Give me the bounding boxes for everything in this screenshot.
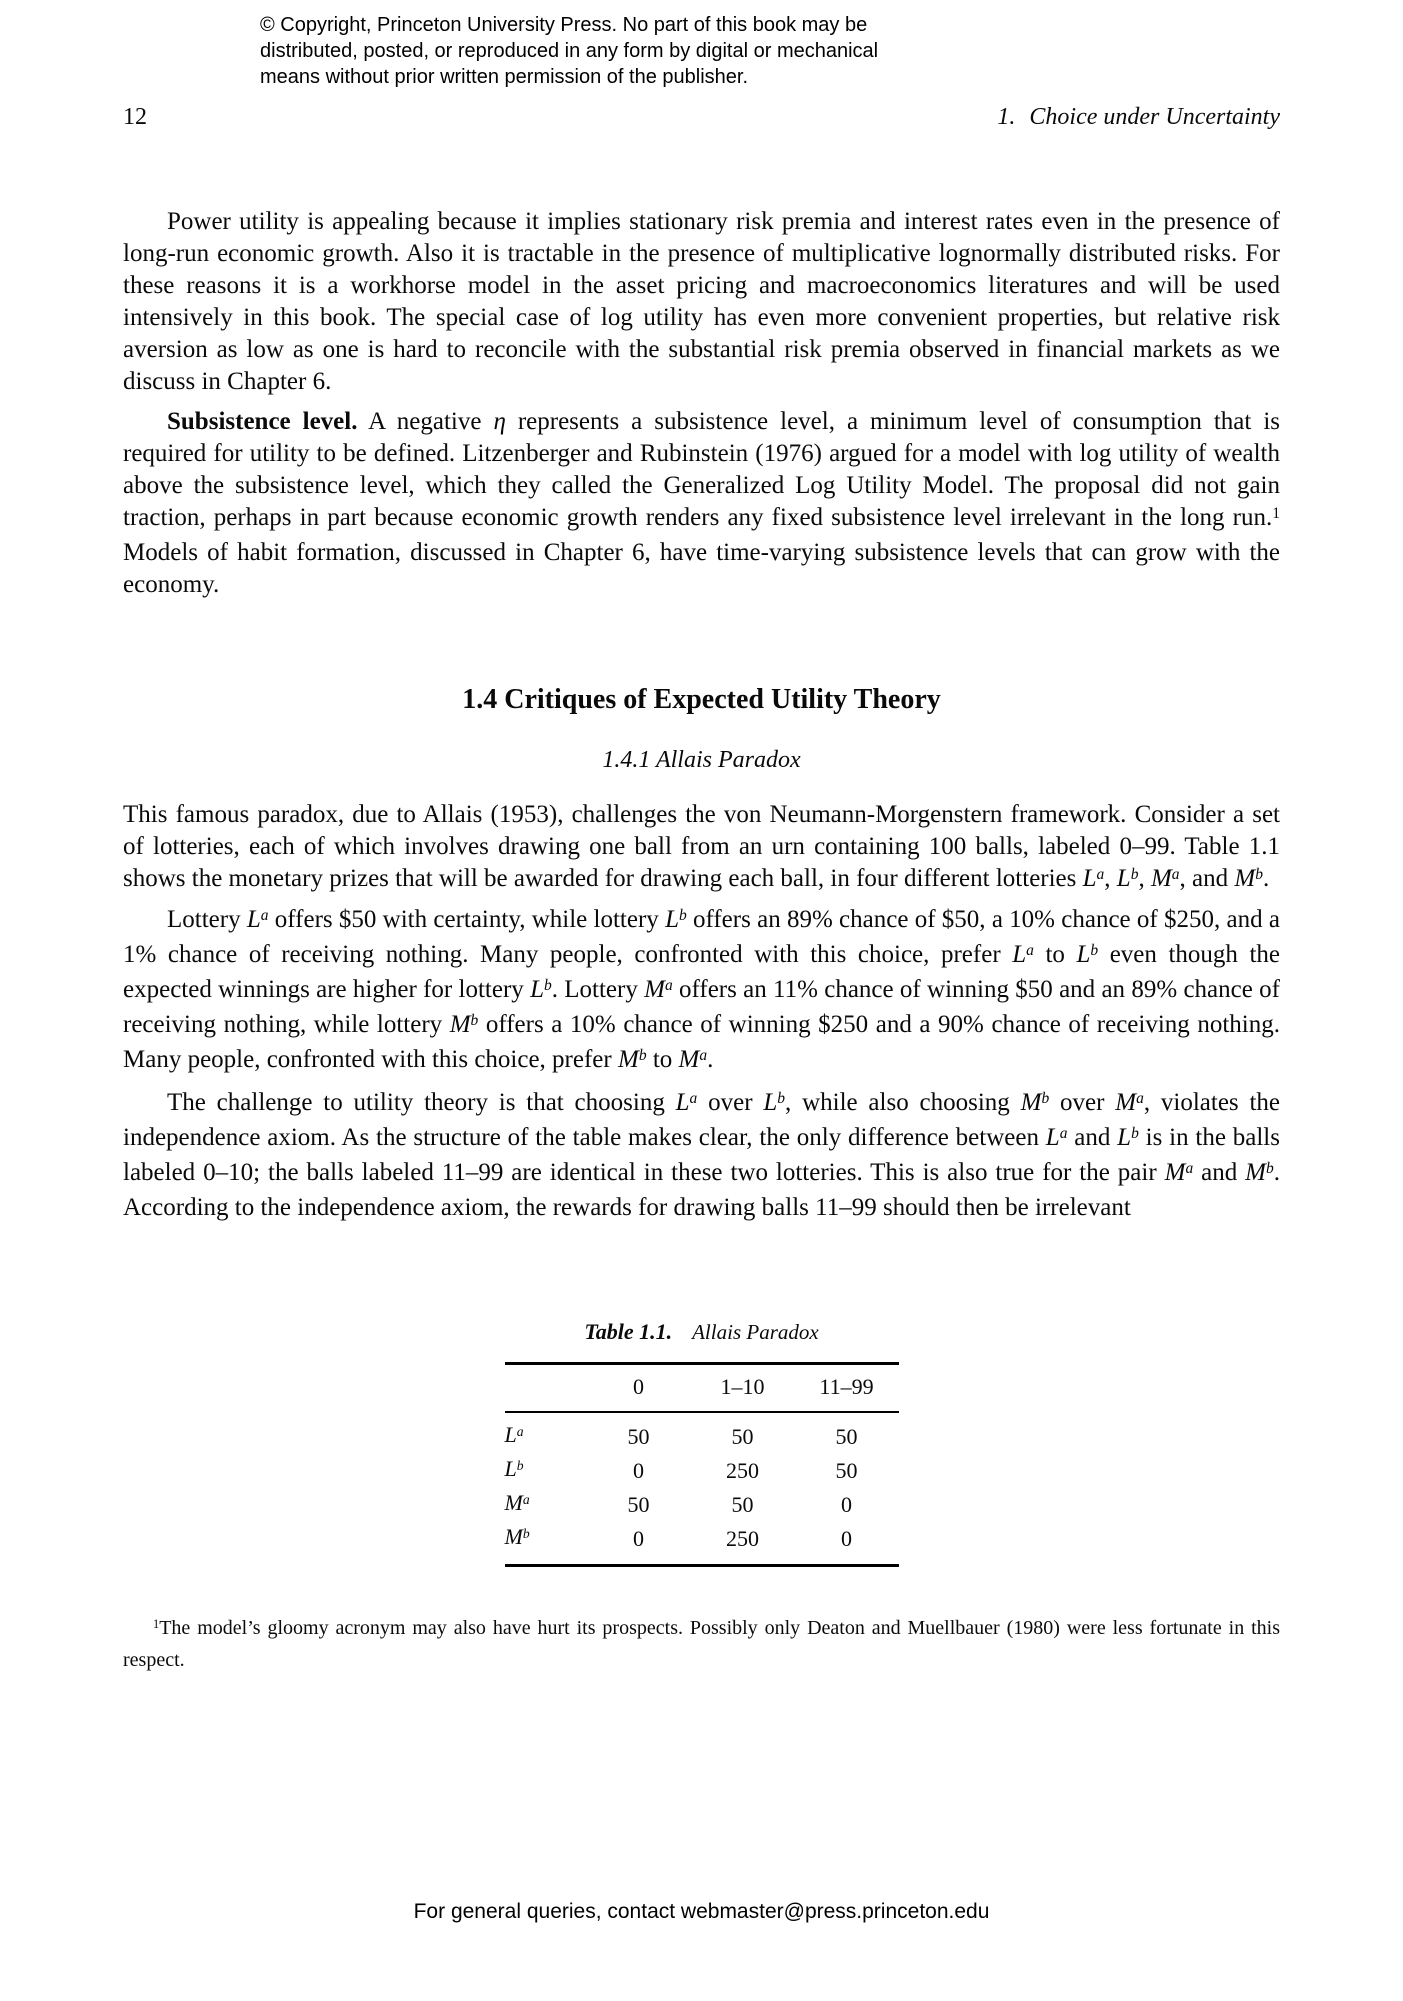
text-segment: M [644,976,665,1003]
running-title-chapter-number: 1. [997,104,1016,130]
table-header-row [505,1364,899,1413]
text-segment: L [763,1089,778,1116]
text-segment: b [1130,866,1139,884]
paragraph-lottery-description [123,904,1280,1079]
table-caption [123,1318,1280,1346]
text-segment: . Lottery [551,976,645,1003]
text-segment: Models of habit formation, discussed in Chapter 6, have time-varying subsistence levels that can grow with the economy. [123,539,1280,598]
table-column-header: 0 [633,1374,644,1399]
text-segment: over [1049,1089,1116,1116]
paragraph-subsistence-level [123,406,1280,601]
prize-value: 0 [633,1525,644,1551]
running-title-text: Choice under Uncertainty [1029,104,1280,130]
text-segment: a [689,1090,698,1108]
text-segment: M [449,1011,471,1038]
lottery-label [505,1454,587,1488]
text-segment: a [1171,866,1180,884]
text-segment: Power utility is appealing because it implies stationary risk premia and interest rates even in the presence of long-run economic growth. Also it is tractable in the presence of multiplicative lognormally distributed risks. For these reasons it is a workhorse model in the asset pricing and macroeconomics literatures and will be used intensively in this book. The special case of log utility has even more convenient properties, but relative risk aversion as low as one is hard to reconcile with the substantial risk premia observed in financial markets as we discuss in Chapter 6. [123,208,1280,395]
text-segment: a [1136,1090,1144,1108]
paragraph-allais-intro [123,799,1280,898]
text-segment: to [1033,941,1077,968]
text-segment: M [678,1046,700,1073]
text-segment: b [678,907,687,925]
table-body [505,1412,899,1566]
table-caption-label: Table 1.1. [584,1319,673,1344]
text-segment: M [617,1046,639,1073]
text-segment: , and [1179,865,1235,892]
table-corner-cell [505,1364,587,1413]
text-segment: , [1138,865,1151,892]
text-segment: b [638,1047,647,1065]
text-segment: and [1193,1159,1246,1186]
text-segment: η [493,408,506,435]
text-segment: . According to the independence axiom, the rewards for drawing balls 11–99 should then be irrelevant [123,1159,1280,1221]
lottery-superscript: a [522,1491,530,1507]
footnote [123,1613,1280,1675]
run-in-heading: Subsistence level. [167,408,358,435]
text-segment: L [1076,941,1091,968]
prize-value: 50 [835,1457,858,1483]
text-segment: L [1082,865,1097,892]
text-segment: M [1245,1159,1266,1186]
text-segment: a [1026,942,1034,960]
text-segment: L [675,1089,690,1116]
paragraph-independence-axiom [123,1087,1280,1224]
prize-value: 250 [726,1457,759,1483]
text-segment: is in the balls labeled 0–10; the balls labeled 11–99 are identical in these two lotteries. This is also true for the pair [123,1124,1280,1186]
text-segment: 1 [1272,505,1280,523]
text-segment: L [1045,1124,1060,1151]
lottery-label [505,1412,587,1454]
text-segment: b [543,977,552,995]
section-heading: 1.4 Critiques of Expected Utility Theory [462,684,941,715]
text-segment: offers a 10% chance of winning $250 and a 90% chance of receiving nothing. Many people, confronted with this choice, prefer [123,1011,1280,1073]
text-segment: to [646,1046,679,1073]
lottery-superscript: b [522,1525,530,1541]
table-row [505,1412,899,1454]
contact-line: For general queries, contact webmaster@press.princeton.edu [413,1900,990,1923]
text-segment: L [530,976,544,1003]
text-segment: b [1266,1160,1274,1178]
text-segment: a [664,977,673,995]
text-segment: L [1012,941,1027,968]
lottery-label [505,1488,587,1522]
table-row [505,1488,899,1522]
text-segment: M [1150,865,1172,892]
text-segment: b [1041,1090,1050,1108]
text-segment: b [777,1090,786,1108]
copyright-line-3: means without prior written permission of the publisher. [260,66,749,88]
page-footer [0,1900,1403,1924]
text-segment: b [1131,1125,1139,1143]
text-segment: M [1020,1089,1042,1116]
text-segment: This famous paradox, due to Allais (1953), challenges the von Neumann-Morgenstern framework. Consider a set of lotteries, each of which involves drawing one ball from an urn containing 100 balls, labeled 0–99. Table 1.1 shows the monetary prizes that will be awarded for drawing each ball, in four different lotteries [123,801,1280,892]
prize-value: 50 [627,1423,650,1449]
prize-value: 50 [835,1423,858,1449]
text-segment: even though the expected winnings are higher for lottery [123,941,1281,1003]
text-segment: L [665,906,679,933]
prize-value: 50 [627,1491,650,1517]
text-segment: b [1090,942,1099,960]
lottery-letter: L [504,1422,517,1447]
page-content [123,206,1280,1675]
text-segment: , while also choosing [785,1089,1021,1116]
text-segment: represents a subsistence level, a minimum level of consumption that is required for utility to be defined. Litzenberger and Rubinstein (1976) argued for a model with log utility of wealth above the subsistence level, which they called the Generalized Log Utility Model. The proposal did not gain traction, perhaps in part because economic growth renders any fixed subsistence level irrelevant in the long run. [123,408,1280,531]
lottery-letter: L [504,1456,517,1481]
lottery-letter: M [504,1524,523,1549]
text-segment: offers an 89% chance of $50, a 10% chance of $250, and a 1% chance of receiving nothing. Many people, confronted with this choice, prefer [123,906,1280,968]
text-segment: M [1164,1159,1186,1186]
text-segment: L [1117,1124,1132,1151]
text-segment: a [1059,1125,1068,1143]
text-segment: a [260,907,269,925]
copyright-line-2: distributed, posted, or reproduced in any form by digital or mechanical [260,40,879,62]
text-segment: offers an 11% chance of winning $50 and an 89% chance of receiving nothing, while lottery [123,976,1280,1038]
prize-value: 250 [726,1525,759,1551]
text-segment: a [1185,1160,1194,1178]
text-segment: L [246,906,261,933]
footnote-marker: 1 [153,1617,160,1632]
text-segment: A negative [357,408,494,435]
copyright-line-1: © Copyright, Princeton University Press. No part of this book may be [260,14,868,36]
lottery-superscript: a [516,1423,524,1439]
text-segment: offers $50 with certainty, while lottery [268,906,666,933]
subsection-heading: 1.4.1 Allais Paradox [602,747,801,773]
text-segment: , violates the independence axiom. As the structure of the table makes clear, the only difference between [123,1089,1281,1151]
table-column-header: 1–10 [720,1374,765,1399]
table-column-header: 11–99 [819,1374,874,1399]
text-segment: a [699,1047,708,1065]
text-segment: . [707,1046,714,1073]
prize-value: 50 [731,1423,754,1449]
prize-value: 0 [841,1491,852,1517]
allais-paradox-table [505,1362,899,1567]
text-segment: b [470,1012,479,1030]
text-segment: , [1104,865,1117,892]
text-segment: . [1262,865,1270,892]
paragraph-power-utility [123,206,1280,398]
lottery-label [505,1522,587,1566]
table-row [505,1522,899,1566]
text-segment: M [1115,1089,1137,1116]
text-segment: L [1116,865,1131,892]
text-segment: and [1067,1124,1118,1151]
text-segment: over [697,1089,764,1116]
text-segment: a [1096,866,1105,884]
prize-value: 50 [731,1491,754,1517]
running-title [997,104,1280,131]
text-segment: Lottery [167,906,247,933]
lottery-letter: M [504,1490,523,1515]
table-block [123,1318,1280,1567]
footnote-text: The model’s gloomy acronym may also have hurt its prospects. Possibly only Deaton and Muellbauer (1980) were less fortunate in this respect. [123,1617,1280,1671]
page-number: 12 [123,104,147,130]
prize-value: 0 [633,1457,644,1483]
copyright-notice [260,12,878,90]
lottery-superscript: b [516,1457,524,1473]
text-segment: b [1255,866,1263,884]
text-segment: The challenge to utility theory is that choosing [167,1089,676,1116]
running-head [123,104,1280,131]
prize-value: 0 [841,1525,852,1551]
table-row [505,1454,899,1488]
text-segment: M [1234,865,1256,892]
table-caption-title: Allais Paradox [692,1320,819,1344]
